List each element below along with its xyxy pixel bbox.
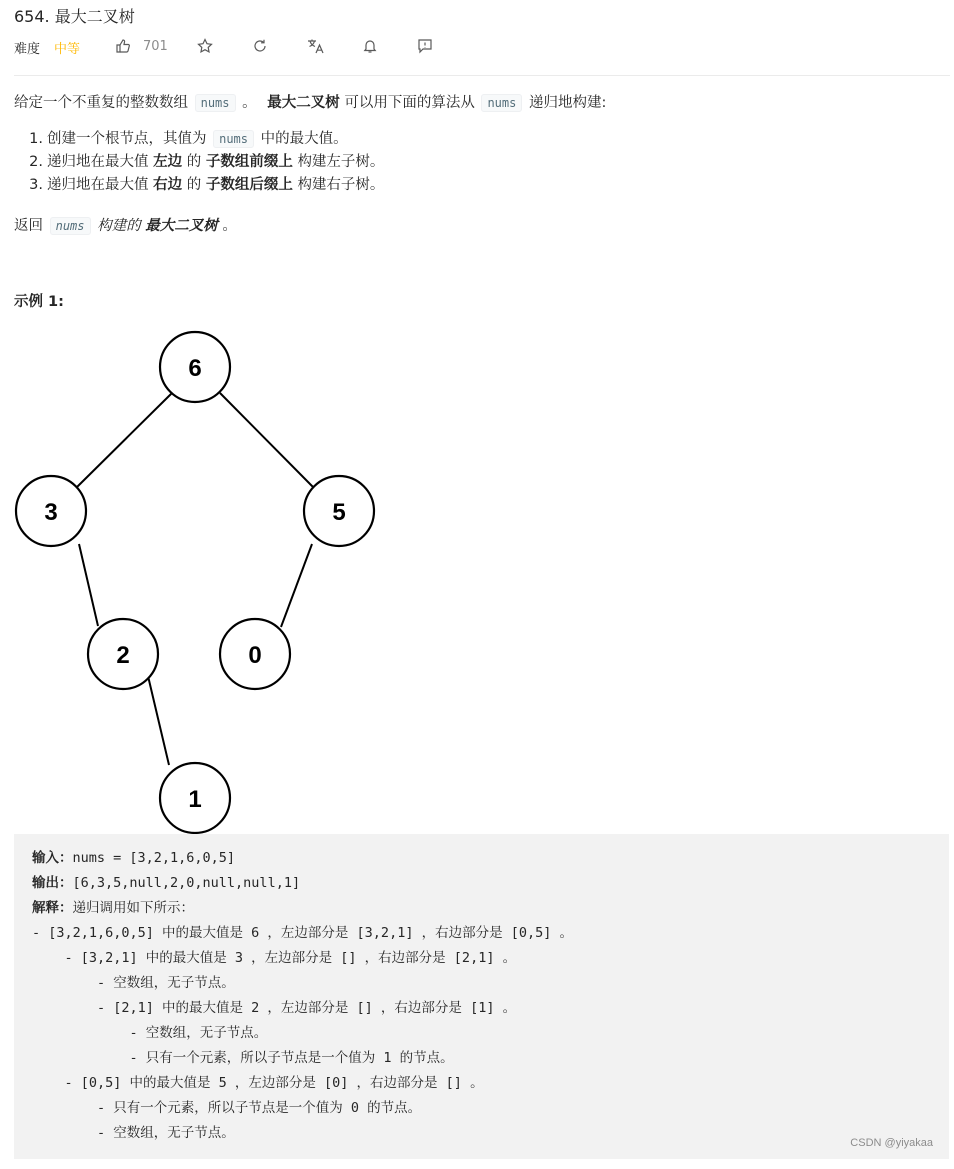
tree-node [160,763,230,833]
watermark: CSDN @yiyakaa [850,1137,933,1149]
list-item [14,151,384,174]
list-number: 3. [29,177,43,193]
tree-node-label: 5 [332,499,346,526]
explanation-line: - 空数组，无子节点。 [32,1025,268,1041]
explanation-line: - 只有一个元素，所以子节点是一个值为 1 的节点。 [32,1050,454,1066]
explanation-line: - [2,1] 中的最大值是 2 ，左边部分是 [] ，右边部分是 [1] 。 [32,1000,517,1016]
tree-edge [220,393,313,487]
step-bold: 子数组后缀上 [205,177,293,193]
bell-icon [362,38,378,54]
step-text: 的 [186,177,202,193]
output-label: 输出： [32,875,73,891]
tree-edge [281,544,312,627]
example-input [32,846,949,871]
thumbs-up-icon [115,38,131,54]
inline-code: nums [195,94,236,112]
explanation-line: - [3,2,1,6,0,5] 中的最大值是 6 ，左边部分是 [3,2,1] ，右边部分是 [0,5] 。 [32,925,573,941]
intro-text: 。 [242,95,257,111]
example-explanation [32,896,949,921]
difficulty-label: 难度 [14,42,41,57]
tree-diagram [0,320,400,840]
return-text: 构建的 [97,218,141,234]
inline-code: nums [481,94,522,112]
feedback-button[interactable] [417,38,433,54]
example-output [32,871,949,896]
tree-node-label: 3 [44,499,58,526]
tree-node [16,476,86,546]
tree-edge [148,676,169,765]
list-item [14,128,384,151]
tree-edge [79,544,98,626]
output-value: [6,3,5,null,2,0,null,null,1] [72,875,301,891]
example-code-block [14,834,949,1159]
return-text: 返回 [14,218,43,234]
return-bold: 最大二叉树 [145,218,218,234]
tree-edge [77,393,172,487]
input-label: 输入： [32,850,73,866]
intro-text: 给定一个不重复的整数数组 [14,95,188,111]
list-number: 2. [29,154,43,170]
tree-node-label: 2 [116,642,130,669]
tree-node [88,619,158,689]
step-text: 构建左子树。 [297,154,385,170]
header-divider [14,75,950,76]
like-count: 701 [143,38,168,54]
tree-node [304,476,374,546]
translate-button[interactable] [307,38,325,54]
list-item [14,174,384,197]
inline-code: nums [50,217,91,235]
explanation-line: - 空数组，无子节点。 [32,1125,235,1141]
explanation-line: - [3,2,1] 中的最大值是 3 ，左边部分是 [] ，右边部分是 [2,1] 。 [32,950,517,966]
intro-text: 递归地构建: [528,95,607,111]
difficulty [14,38,80,57]
explanation-line: - [0,5] 中的最大值是 5 ，左边部分是 [0] ，右边部分是 [] 。 [32,1075,484,1091]
tree-node-label: 0 [248,642,262,669]
step-text: 的 [186,154,202,170]
input-value: nums = [3,2,1,6,0,5] [72,850,236,866]
notification-button[interactable] [362,38,378,54]
step-bold: 右边 [153,177,183,193]
intro-text: 可以用下面的算法从 [344,95,475,111]
step-bold: 子数组前缀上 [205,154,293,170]
translate-icon [307,38,325,54]
step-text: 中的最大值。 [260,131,348,147]
intro-bold: 最大二叉树 [267,95,340,111]
example-title: 示例 1: [14,294,64,310]
step-text: 创建一个根节点，其值为 [47,131,207,147]
step-text: 递归地在最大值 [47,154,149,170]
star-icon [197,38,213,54]
algorithm-steps [14,128,384,197]
tree-node [160,332,230,402]
explanation-line: - 空数组，无子节点。 [32,975,235,991]
problem-intro [14,92,606,114]
feedback-icon [417,38,433,54]
return-text: 。 [222,218,237,234]
tree-node [220,619,290,689]
refresh-icon [252,38,268,54]
step-bold: 左边 [153,154,183,170]
explain-value: 递归调用如下所示： [72,900,194,916]
favorite-button[interactable] [197,38,213,54]
explanation-line: - 只有一个元素，所以子节点是一个值为 0 的节点。 [32,1100,422,1116]
like-button[interactable] [115,38,168,54]
step-text: 构建右子树。 [297,177,385,193]
inline-code: nums [213,130,254,148]
tree-node-label: 1 [188,786,202,813]
tree-node-label: 6 [188,355,202,382]
return-statement [14,215,237,237]
list-number: 1. [29,131,43,147]
refresh-button[interactable] [252,38,268,54]
problem-title: 654. 最大二叉树 [14,7,135,26]
difficulty-badge: 中等 [54,42,81,57]
step-text: 递归地在最大值 [47,177,149,193]
explain-label: 解释： [32,900,73,916]
